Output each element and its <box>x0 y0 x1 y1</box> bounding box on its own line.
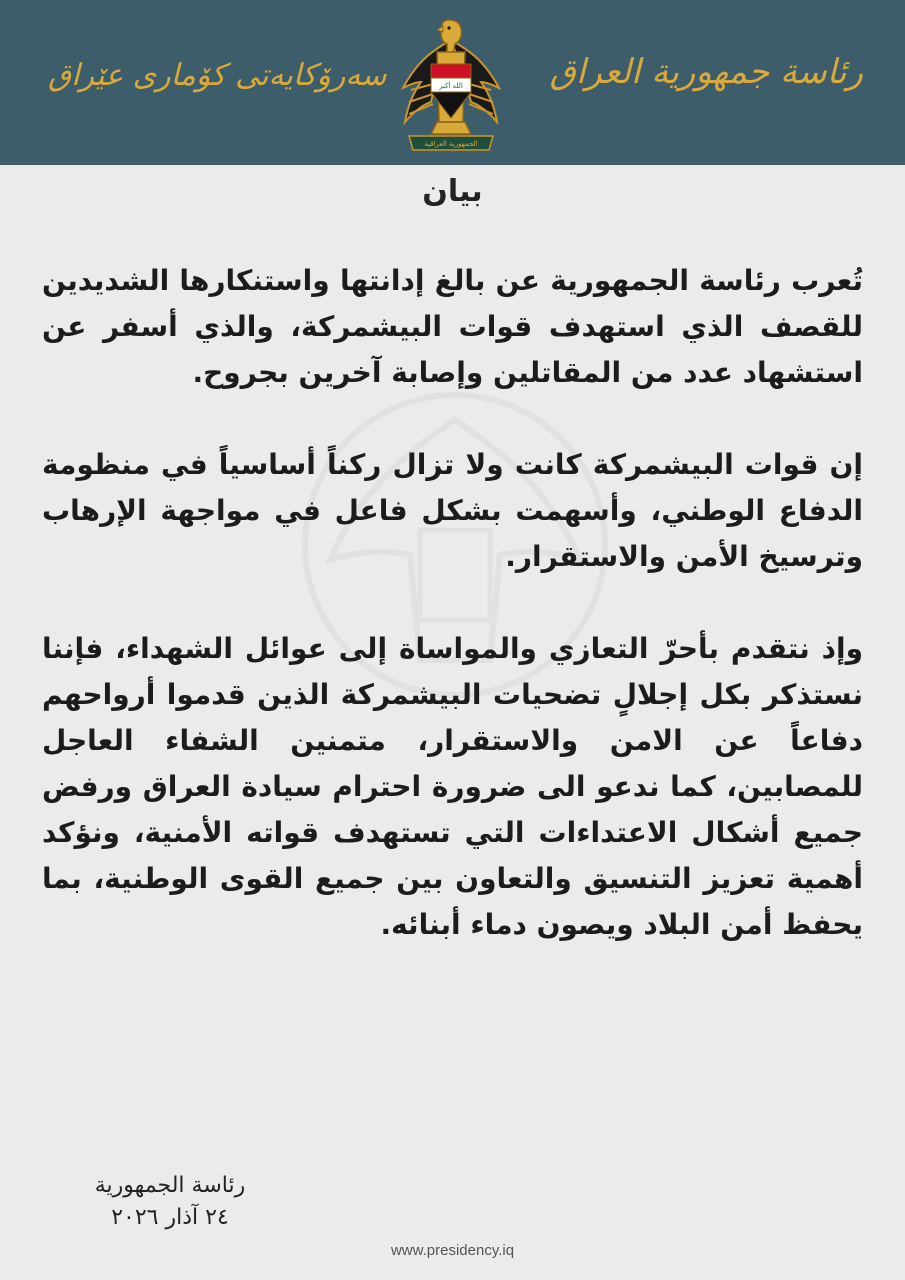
header-title-arabic: رئاسة جمهورية العراق <box>549 52 863 92</box>
statement-paragraph-3: وإذ نتقدم بأحرّ التعازي والمواساة إلى عوائل الشهداء، فإننا نستذكر بكل إجلالٍ تضحيات البيشمركة الذين قدموا أرواحهم دفاعاً عن الامن والاستقرار، متمنين الشفاء العاجل للمصابين، كما ندعو الى ضرورة احترام سيادة العراق ورفض جميع أشكال الاعتداءات التي تستهدف قواته الأمنية، ونؤكد أهمية تعزيز التنسيق والتعاون بين جميع القوى الوطنية، بما يحفظ أمن البلاد ويصون دماء أبنائه. <box>42 632 863 941</box>
statement-body <box>42 258 863 994</box>
header-title-kurdish: سەرۆکایەتی کۆماری عێراق <box>48 58 387 93</box>
signature-issuer: رئاسة الجمهورية <box>94 1173 246 1198</box>
header-banner <box>0 0 905 165</box>
flag-takbir-text: الله أكبر <box>439 82 463 90</box>
iraq-eagle-emblem-icon <box>397 18 505 156</box>
statement-paragraph-2: إن قوات البيشمركة كانت ولا تزال ركناً أساسياً في منظومة الدفاع الوطني، وأسهمت بشكل فاعل في مواجهة الإرهاب وترسيخ الأمن والاستقرار. <box>42 448 863 573</box>
emblem-scroll-text: الجمهورية العراقية <box>424 140 478 148</box>
footer-website-link[interactable]: www.presidency.iq <box>390 1242 515 1259</box>
document-title: بيان <box>422 174 483 209</box>
signature-date: ٢٤ آذار ٢٠٢٦ <box>111 1205 229 1230</box>
signature-block <box>60 1170 280 1234</box>
statement-paragraph-1: تُعرب رئاسة الجمهورية عن بالغ إدانتها واستنكارها الشديدين للقصف الذي استهدف قوات البيشمركة، والذي أسفر عن استشهاد عدد من المقاتلين وإصابة آخرين بجروح. <box>42 264 863 389</box>
